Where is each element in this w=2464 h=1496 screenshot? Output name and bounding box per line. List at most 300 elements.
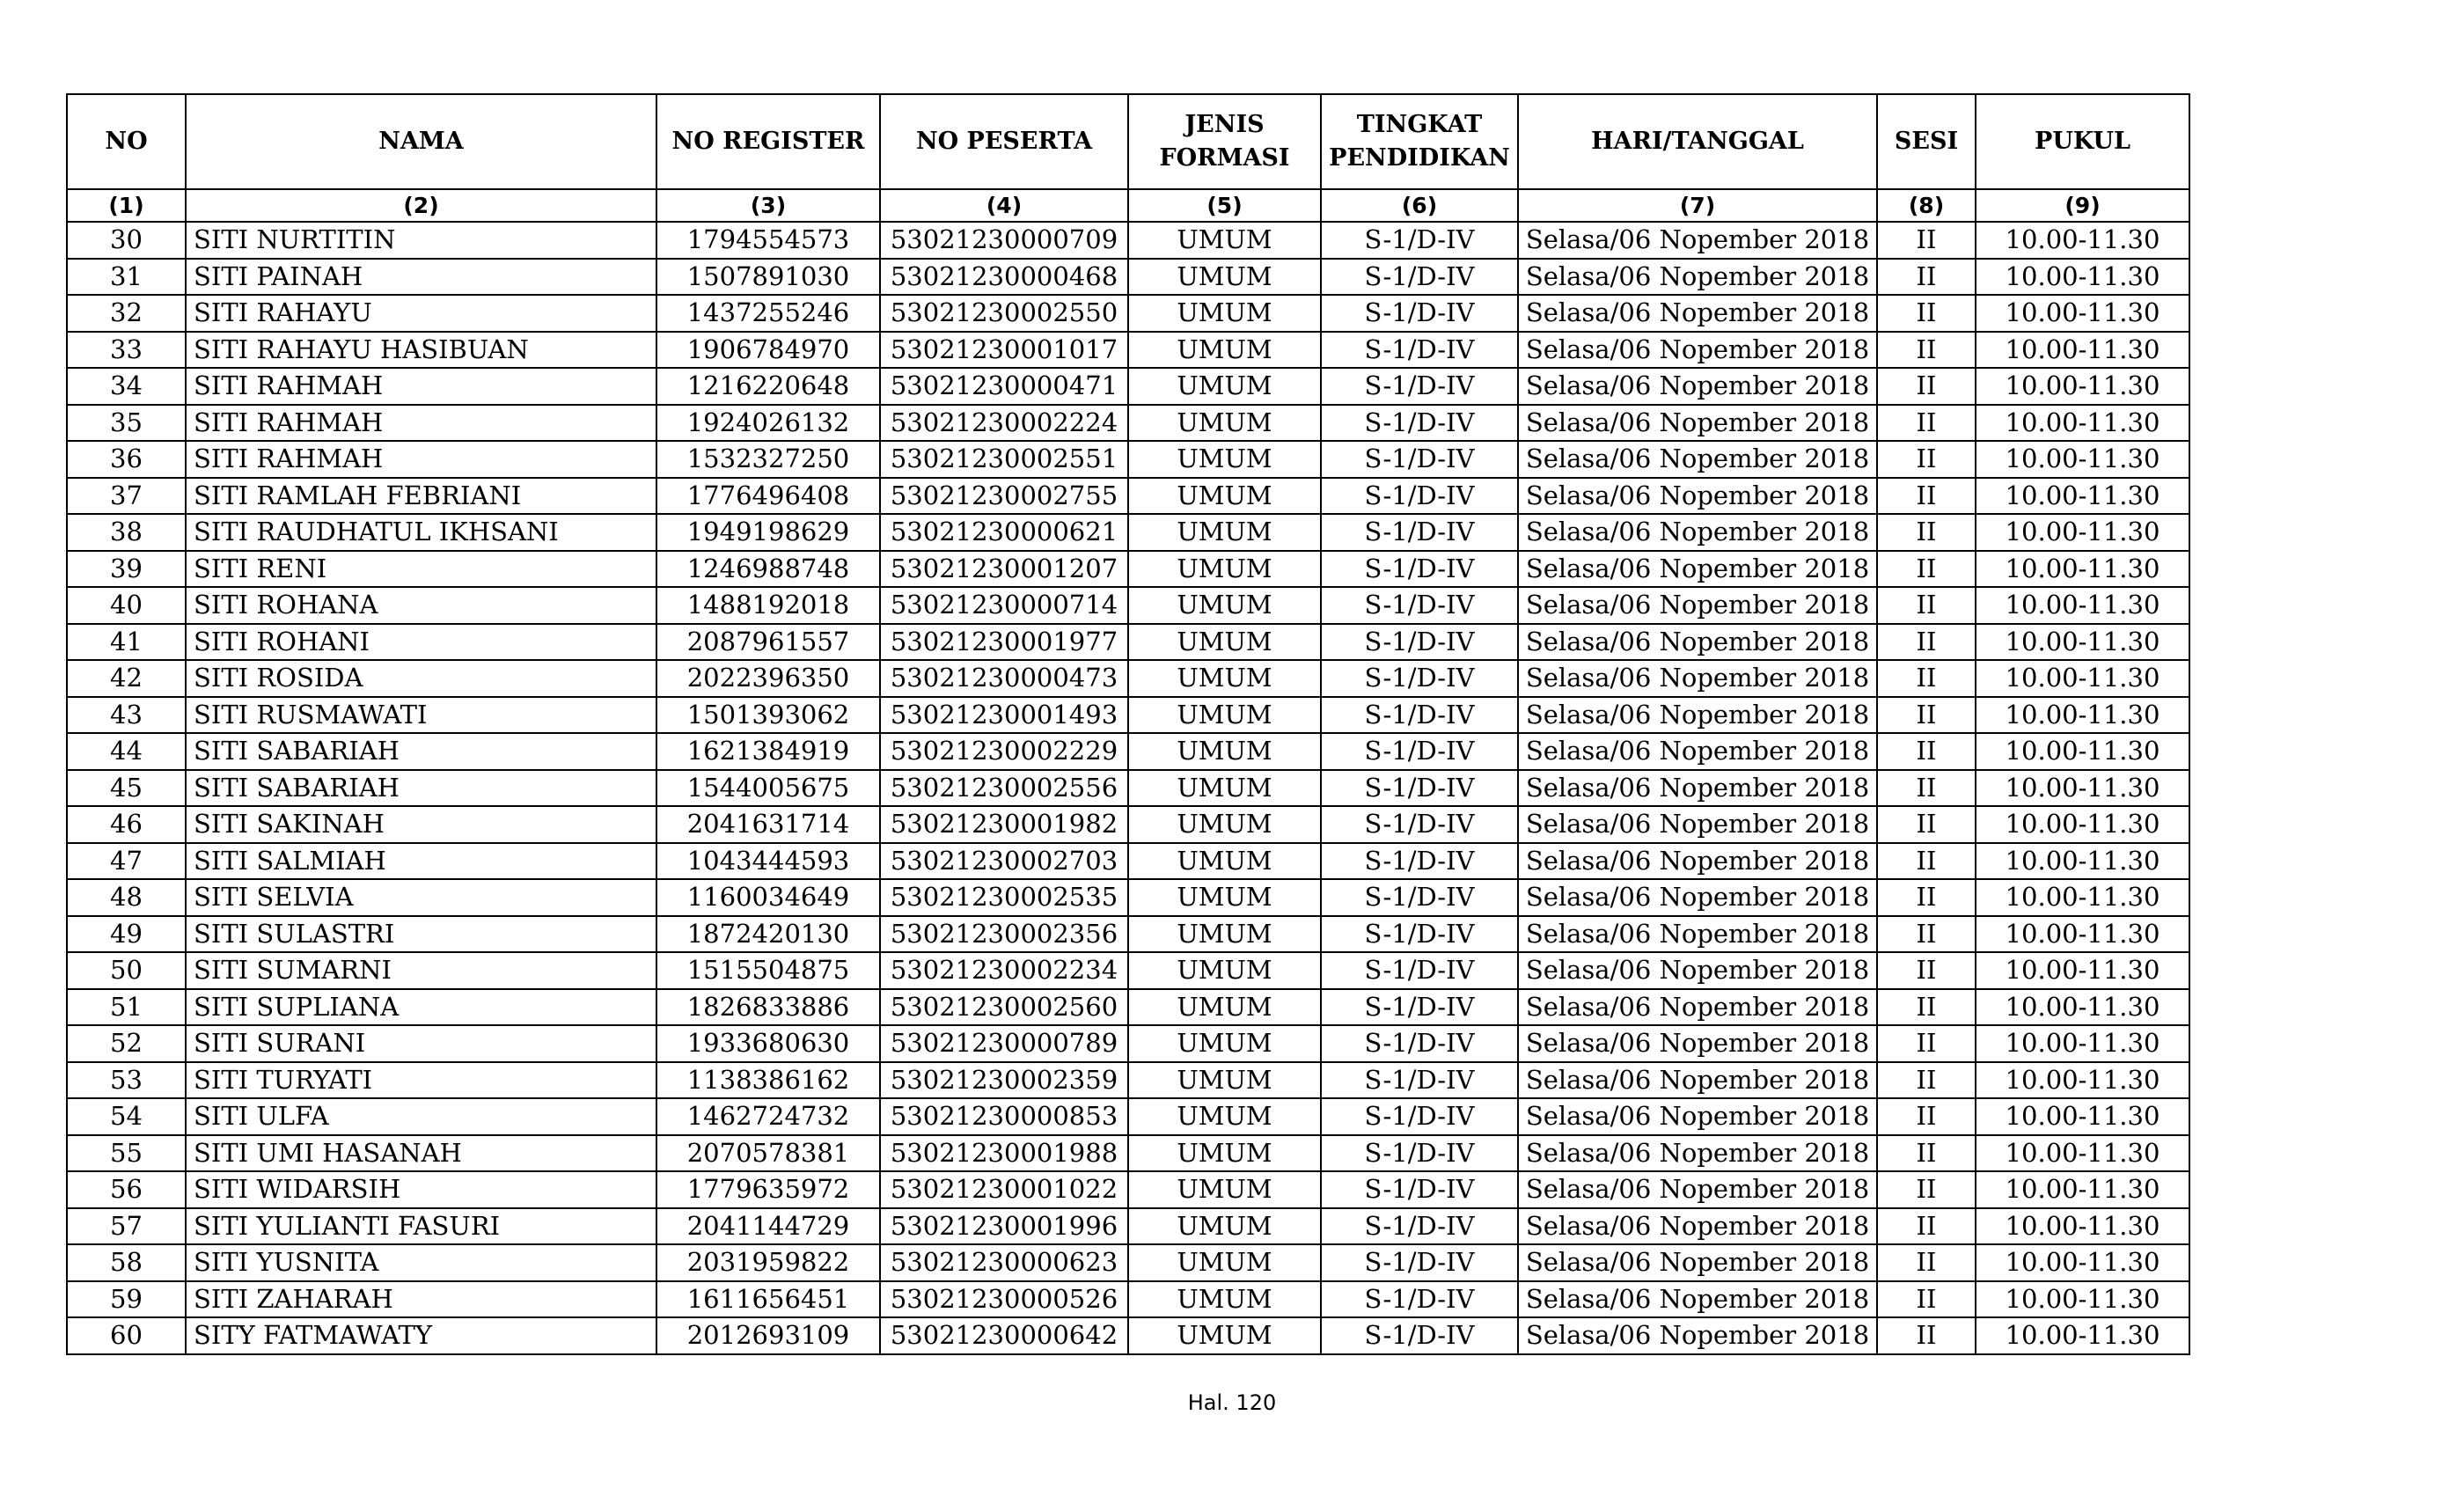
cell-no: 30 [67,222,186,259]
cell-hari-tanggal: Selasa/06 Nopember 2018 [1518,1244,1877,1281]
cell-no-register: 1611656451 [656,1281,880,1318]
cell-tingkat-pendidikan: S-1/D-IV [1321,405,1518,442]
cell-sesi: II [1877,478,1976,515]
cell-hari-tanggal: Selasa/06 Nopember 2018 [1518,806,1877,843]
table-row [67,1098,2189,1135]
cell-no-peserta: 53021230001982 [880,806,1128,843]
cell-nama: SITI SURANI [186,1025,656,1062]
cell-no: 58 [67,1244,186,1281]
cell-sesi: II [1877,295,1976,332]
table-row [67,879,2189,916]
table-row [67,1244,2189,1281]
cell-sesi: II [1877,697,1976,734]
cell-no-peserta: 53021230002556 [880,770,1128,807]
cell-no: 60 [67,1317,186,1354]
cell-hari-tanggal: Selasa/06 Nopember 2018 [1518,952,1877,989]
table-row [67,1317,2189,1354]
cell-sesi: II [1877,1025,1976,1062]
cell-sesi: II [1877,733,1976,770]
cell-pukul: 10.00-11.30 [1976,514,2189,551]
cell-pukul: 10.00-11.30 [1976,1098,2189,1135]
cell-jenis-formasi: UMUM [1128,551,1321,588]
cell-sesi: II [1877,1281,1976,1318]
cell-jenis-formasi: UMUM [1128,332,1321,369]
cell-pukul: 10.00-11.30 [1976,989,2189,1026]
cell-jenis-formasi: UMUM [1128,478,1321,515]
cell-pukul: 10.00-11.30 [1976,478,2189,515]
cell-nama: SITI YULIANTI FASURI [186,1208,656,1245]
cell-sesi: II [1877,405,1976,442]
cell-jenis-formasi: UMUM [1128,514,1321,551]
cell-nama: SITI SALMIAH [186,843,656,880]
cell-no-peserta: 53021230002234 [880,952,1128,989]
cell-hari-tanggal: Selasa/06 Nopember 2018 [1518,514,1877,551]
table-row [67,405,2189,442]
cell-no: 38 [67,514,186,551]
cell-no-peserta: 53021230001493 [880,697,1128,734]
cell-no-peserta: 53021230002551 [880,441,1128,478]
cell-tingkat-pendidikan: S-1/D-IV [1321,551,1518,588]
cell-jenis-formasi: UMUM [1128,624,1321,661]
table-row [67,1281,2189,1318]
cell-jenis-formasi: UMUM [1128,989,1321,1026]
table-row [67,587,2189,624]
cell-hari-tanggal: Selasa/06 Nopember 2018 [1518,405,1877,442]
cell-hari-tanggal: Selasa/06 Nopember 2018 [1518,660,1877,697]
col-header-hari-tanggal: HARI/TANGGAL [1518,94,1877,189]
cell-no: 34 [67,368,186,405]
cell-hari-tanggal: Selasa/06 Nopember 2018 [1518,733,1877,770]
cell-no-register: 1437255246 [656,295,880,332]
cell-no-peserta: 53021230001988 [880,1135,1128,1172]
cell-sesi: II [1877,332,1976,369]
cell-no-peserta: 53021230000621 [880,514,1128,551]
cell-hari-tanggal: Selasa/06 Nopember 2018 [1518,478,1877,515]
cell-nama: SITI SULASTRI [186,916,656,953]
cell-sesi: II [1877,1317,1976,1354]
col-header-no-peserta: NO PESERTA [880,94,1128,189]
cell-sesi: II [1877,1244,1976,1281]
page-number: Hal. 120 [1187,1390,1277,1415]
cell-no-register: 2031959822 [656,1244,880,1281]
cell-tingkat-pendidikan: S-1/D-IV [1321,1208,1518,1245]
cell-no-peserta: 53021230000623 [880,1244,1128,1281]
cell-hari-tanggal: Selasa/06 Nopember 2018 [1518,916,1877,953]
cell-no-register: 1779635972 [656,1171,880,1208]
cell-tingkat-pendidikan: S-1/D-IV [1321,843,1518,880]
cell-no: 49 [67,916,186,953]
cell-hari-tanggal: Selasa/06 Nopember 2018 [1518,441,1877,478]
cell-jenis-formasi: UMUM [1128,1317,1321,1354]
cell-pukul: 10.00-11.30 [1976,1281,2189,1318]
cell-hari-tanggal: Selasa/06 Nopember 2018 [1518,1135,1877,1172]
cell-hari-tanggal: Selasa/06 Nopember 2018 [1518,1098,1877,1135]
col-header-tingkat-pendidikan: TINGKAT PENDIDIKAN [1321,94,1518,189]
cell-no: 56 [67,1171,186,1208]
cell-no-register: 2070578381 [656,1135,880,1172]
col-header-pukul: PUKUL [1976,94,2189,189]
cell-no-register: 1949198629 [656,514,880,551]
cell-no: 42 [67,660,186,697]
cell-jenis-formasi: UMUM [1128,441,1321,478]
cell-nama: SITI ZAHARAH [186,1281,656,1318]
col-header-no: NO [67,94,186,189]
cell-hari-tanggal: Selasa/06 Nopember 2018 [1518,332,1877,369]
cell-no-peserta: 53021230002535 [880,879,1128,916]
cell-pukul: 10.00-11.30 [1976,733,2189,770]
cell-jenis-formasi: UMUM [1128,879,1321,916]
cell-nama: SITI ULFA [186,1098,656,1135]
cell-pukul: 10.00-11.30 [1976,405,2189,442]
cell-no-register: 1507891030 [656,259,880,296]
cell-sesi: II [1877,770,1976,807]
cell-no-register: 1776496408 [656,478,880,515]
cell-sesi: II [1877,1208,1976,1245]
cell-no: 46 [67,806,186,843]
cell-sesi: II [1877,843,1976,880]
cell-jenis-formasi: UMUM [1128,1098,1321,1135]
cell-nama: SITI RUSMAWATI [186,697,656,734]
table-row [67,733,2189,770]
cell-jenis-formasi: UMUM [1128,222,1321,259]
col-number: (9) [1976,189,2189,222]
cell-no: 41 [67,624,186,661]
cell-tingkat-pendidikan: S-1/D-IV [1321,989,1518,1026]
col-number: (4) [880,189,1128,222]
cell-sesi: II [1877,1171,1976,1208]
table-row [67,1025,2189,1062]
cell-jenis-formasi: UMUM [1128,259,1321,296]
cell-no-register: 1621384919 [656,733,880,770]
cell-hari-tanggal: Selasa/06 Nopember 2018 [1518,1062,1877,1099]
cell-no: 32 [67,295,186,332]
table-row [67,295,2189,332]
cell-no: 31 [67,259,186,296]
cell-no: 54 [67,1098,186,1135]
cell-no: 39 [67,551,186,588]
cell-hari-tanggal: Selasa/06 Nopember 2018 [1518,843,1877,880]
cell-nama: SITI UMI HASANAH [186,1135,656,1172]
cell-tingkat-pendidikan: S-1/D-IV [1321,806,1518,843]
cell-no: 44 [67,733,186,770]
cell-no-peserta: 53021230000642 [880,1317,1128,1354]
table-row [67,1171,2189,1208]
cell-hari-tanggal: Selasa/06 Nopember 2018 [1518,1025,1877,1062]
cell-nama: SITI SUMARNI [186,952,656,989]
cell-no-peserta: 53021230000471 [880,368,1128,405]
table-row [67,259,2189,296]
cell-jenis-formasi: UMUM [1128,295,1321,332]
cell-nama: SITI SABARIAH [186,733,656,770]
cell-no-peserta: 53021230000526 [880,1281,1128,1318]
cell-jenis-formasi: UMUM [1128,733,1321,770]
table-row [67,916,2189,953]
cell-pukul: 10.00-11.30 [1976,843,2189,880]
table-row [67,1135,2189,1172]
col-header-nama: NAMA [186,94,656,189]
cell-no-peserta: 53021230002229 [880,733,1128,770]
col-number: (6) [1321,189,1518,222]
cell-sesi: II [1877,806,1976,843]
cell-tingkat-pendidikan: S-1/D-IV [1321,259,1518,296]
cell-nama: SITI RAHAYU HASIBUAN [186,332,656,369]
cell-no: 48 [67,879,186,916]
cell-pukul: 10.00-11.30 [1976,1171,2189,1208]
column-number-row [67,189,2189,222]
cell-sesi: II [1877,222,1976,259]
cell-pukul: 10.00-11.30 [1976,1244,2189,1281]
cell-no-register: 2012693109 [656,1317,880,1354]
cell-tingkat-pendidikan: S-1/D-IV [1321,222,1518,259]
cell-no-register: 1462724732 [656,1098,880,1135]
table-row [67,843,2189,880]
cell-tingkat-pendidikan: S-1/D-IV [1321,295,1518,332]
cell-jenis-formasi: UMUM [1128,660,1321,697]
cell-no: 59 [67,1281,186,1318]
cell-no: 55 [67,1135,186,1172]
table-row [67,697,2189,734]
cell-jenis-formasi: UMUM [1128,697,1321,734]
table-row [67,332,2189,369]
cell-nama: SITI RENI [186,551,656,588]
table-row [67,514,2189,551]
cell-tingkat-pendidikan: S-1/D-IV [1321,1244,1518,1281]
table-row [67,624,2189,661]
participant-table [66,93,2190,1355]
cell-no: 35 [67,405,186,442]
cell-nama: SITI ROHANA [186,587,656,624]
cell-no-peserta: 53021230001996 [880,1208,1128,1245]
cell-tingkat-pendidikan: S-1/D-IV [1321,478,1518,515]
col-number: (2) [186,189,656,222]
cell-tingkat-pendidikan: S-1/D-IV [1321,332,1518,369]
cell-nama: SITI TURYATI [186,1062,656,1099]
cell-pukul: 10.00-11.30 [1976,295,2189,332]
cell-no-peserta: 53021230002224 [880,405,1128,442]
cell-pukul: 10.00-11.30 [1976,770,2189,807]
cell-jenis-formasi: UMUM [1128,916,1321,953]
table-row [67,222,2189,259]
cell-no-peserta: 53021230001022 [880,1171,1128,1208]
cell-no-register: 1515504875 [656,952,880,989]
cell-pukul: 10.00-11.30 [1976,660,2189,697]
cell-nama: SITI ROHANI [186,624,656,661]
cell-sesi: II [1877,1098,1976,1135]
cell-tingkat-pendidikan: S-1/D-IV [1321,1025,1518,1062]
table-row [67,1062,2189,1099]
cell-sesi: II [1877,952,1976,989]
cell-hari-tanggal: Selasa/06 Nopember 2018 [1518,879,1877,916]
cell-jenis-formasi: UMUM [1128,952,1321,989]
cell-pukul: 10.00-11.30 [1976,1025,2189,1062]
cell-sesi: II [1877,660,1976,697]
cell-no-register: 1924026132 [656,405,880,442]
cell-nama: SITI ROSIDA [186,660,656,697]
cell-no: 52 [67,1025,186,1062]
cell-nama: SITI SAKINAH [186,806,656,843]
table-row [67,441,2189,478]
cell-sesi: II [1877,368,1976,405]
cell-no-register: 1138386162 [656,1062,880,1099]
cell-no: 36 [67,441,186,478]
cell-hari-tanggal: Selasa/06 Nopember 2018 [1518,551,1877,588]
cell-hari-tanggal: Selasa/06 Nopember 2018 [1518,1317,1877,1354]
cell-no: 43 [67,697,186,734]
cell-jenis-formasi: UMUM [1128,843,1321,880]
cell-no-register: 1160034649 [656,879,880,916]
table-row [67,1208,2189,1245]
cell-tingkat-pendidikan: S-1/D-IV [1321,587,1518,624]
cell-no: 33 [67,332,186,369]
cell-no-peserta: 53021230002356 [880,916,1128,953]
cell-nama: SITI SUPLIANA [186,989,656,1026]
cell-no-register: 1933680630 [656,1025,880,1062]
col-number: (5) [1128,189,1321,222]
cell-no-peserta: 53021230000714 [880,587,1128,624]
cell-pukul: 10.00-11.30 [1976,332,2189,369]
cell-jenis-formasi: UMUM [1128,1208,1321,1245]
cell-no-register: 1906784970 [656,332,880,369]
cell-no-peserta: 53021230001207 [880,551,1128,588]
col-number: (7) [1518,189,1877,222]
cell-nama: SITI SABARIAH [186,770,656,807]
cell-no-register: 2041631714 [656,806,880,843]
table-row [67,660,2189,697]
cell-no-peserta: 53021230000853 [880,1098,1128,1135]
cell-no-register: 1043444593 [656,843,880,880]
cell-nama: SITI RAHMAH [186,405,656,442]
cell-hari-tanggal: Selasa/06 Nopember 2018 [1518,368,1877,405]
cell-jenis-formasi: UMUM [1128,770,1321,807]
table-row [67,551,2189,588]
table-row [67,989,2189,1026]
cell-no-register: 1488192018 [656,587,880,624]
col-number: (1) [67,189,186,222]
cell-no-peserta: 53021230000473 [880,660,1128,697]
cell-sesi: II [1877,441,1976,478]
cell-hari-tanggal: Selasa/06 Nopember 2018 [1518,624,1877,661]
cell-tingkat-pendidikan: S-1/D-IV [1321,1281,1518,1318]
cell-tingkat-pendidikan: S-1/D-IV [1321,514,1518,551]
col-header-sesi: SESI [1877,94,1976,189]
cell-sesi: II [1877,624,1976,661]
cell-hari-tanggal: Selasa/06 Nopember 2018 [1518,1208,1877,1245]
cell-nama: SITI WIDARSIH [186,1171,656,1208]
cell-pukul: 10.00-11.30 [1976,551,2189,588]
col-header-jenis-formasi: JENIS FORMASI [1128,94,1321,189]
cell-pukul: 10.00-11.30 [1976,1135,2189,1172]
cell-pukul: 10.00-11.30 [1976,368,2189,405]
cell-no-peserta: 53021230000789 [880,1025,1128,1062]
cell-no: 53 [67,1062,186,1099]
cell-no-register: 2087961557 [656,624,880,661]
cell-hari-tanggal: Selasa/06 Nopember 2018 [1518,1281,1877,1318]
cell-no-peserta: 53021230002359 [880,1062,1128,1099]
cell-tingkat-pendidikan: S-1/D-IV [1321,733,1518,770]
cell-no-peserta: 53021230002703 [880,843,1128,880]
cell-no-register: 1826833886 [656,989,880,1026]
cell-no: 57 [67,1208,186,1245]
cell-sesi: II [1877,916,1976,953]
cell-no-peserta: 53021230002560 [880,989,1128,1026]
cell-no: 45 [67,770,186,807]
cell-hari-tanggal: Selasa/06 Nopember 2018 [1518,295,1877,332]
cell-no-register: 1216220648 [656,368,880,405]
cell-no-peserta: 53021230002755 [880,478,1128,515]
cell-pukul: 10.00-11.30 [1976,1062,2189,1099]
cell-hari-tanggal: Selasa/06 Nopember 2018 [1518,770,1877,807]
cell-pukul: 10.00-11.30 [1976,441,2189,478]
cell-nama: SITI YUSNITA [186,1244,656,1281]
cell-tingkat-pendidikan: S-1/D-IV [1321,879,1518,916]
cell-jenis-formasi: UMUM [1128,1062,1321,1099]
cell-jenis-formasi: UMUM [1128,405,1321,442]
cell-pukul: 10.00-11.30 [1976,587,2189,624]
cell-nama: SITI RAHAYU [186,295,656,332]
cell-pukul: 10.00-11.30 [1976,806,2189,843]
cell-tingkat-pendidikan: S-1/D-IV [1321,624,1518,661]
cell-no: 50 [67,952,186,989]
cell-pukul: 10.00-11.30 [1976,1208,2189,1245]
cell-tingkat-pendidikan: S-1/D-IV [1321,1171,1518,1208]
cell-no-register: 1532327250 [656,441,880,478]
cell-hari-tanggal: Selasa/06 Nopember 2018 [1518,989,1877,1026]
cell-sesi: II [1877,587,1976,624]
cell-no-register: 1872420130 [656,916,880,953]
cell-no-peserta: 53021230000709 [880,222,1128,259]
cell-hari-tanggal: Selasa/06 Nopember 2018 [1518,222,1877,259]
cell-hari-tanggal: Selasa/06 Nopember 2018 [1518,697,1877,734]
cell-jenis-formasi: UMUM [1128,1171,1321,1208]
cell-jenis-formasi: UMUM [1128,806,1321,843]
cell-pukul: 10.00-11.30 [1976,624,2189,661]
cell-no-register: 2041144729 [656,1208,880,1245]
cell-hari-tanggal: Selasa/06 Nopember 2018 [1518,259,1877,296]
cell-no-register: 1544005675 [656,770,880,807]
cell-nama: SITI SELVIA [186,879,656,916]
cell-no-peserta: 53021230001977 [880,624,1128,661]
cell-nama: SITI NURTITIN [186,222,656,259]
cell-no-register: 1501393062 [656,697,880,734]
cell-nama: SITY FATMAWATY [186,1317,656,1354]
cell-tingkat-pendidikan: S-1/D-IV [1321,1098,1518,1135]
cell-tingkat-pendidikan: S-1/D-IV [1321,1135,1518,1172]
cell-jenis-formasi: UMUM [1128,1244,1321,1281]
cell-sesi: II [1877,514,1976,551]
cell-no-register: 2022396350 [656,660,880,697]
cell-no-peserta: 53021230002550 [880,295,1128,332]
cell-sesi: II [1877,551,1976,588]
cell-pukul: 10.00-11.30 [1976,879,2189,916]
cell-tingkat-pendidikan: S-1/D-IV [1321,368,1518,405]
cell-sesi: II [1877,989,1976,1026]
cell-nama: SITI RAHMAH [186,368,656,405]
cell-nama: SITI RAMLAH FEBRIANI [186,478,656,515]
cell-jenis-formasi: UMUM [1128,1281,1321,1318]
cell-jenis-formasi: UMUM [1128,368,1321,405]
cell-jenis-formasi: UMUM [1128,1025,1321,1062]
col-header-no-register: NO REGISTER [656,94,880,189]
cell-tingkat-pendidikan: S-1/D-IV [1321,952,1518,989]
col-number: (3) [656,189,880,222]
cell-sesi: II [1877,879,1976,916]
table-body [67,222,2189,1354]
cell-pukul: 10.00-11.30 [1976,259,2189,296]
table-row [67,952,2189,989]
cell-tingkat-pendidikan: S-1/D-IV [1321,1062,1518,1099]
cell-no-peserta: 53021230000468 [880,259,1128,296]
cell-pukul: 10.00-11.30 [1976,952,2189,989]
